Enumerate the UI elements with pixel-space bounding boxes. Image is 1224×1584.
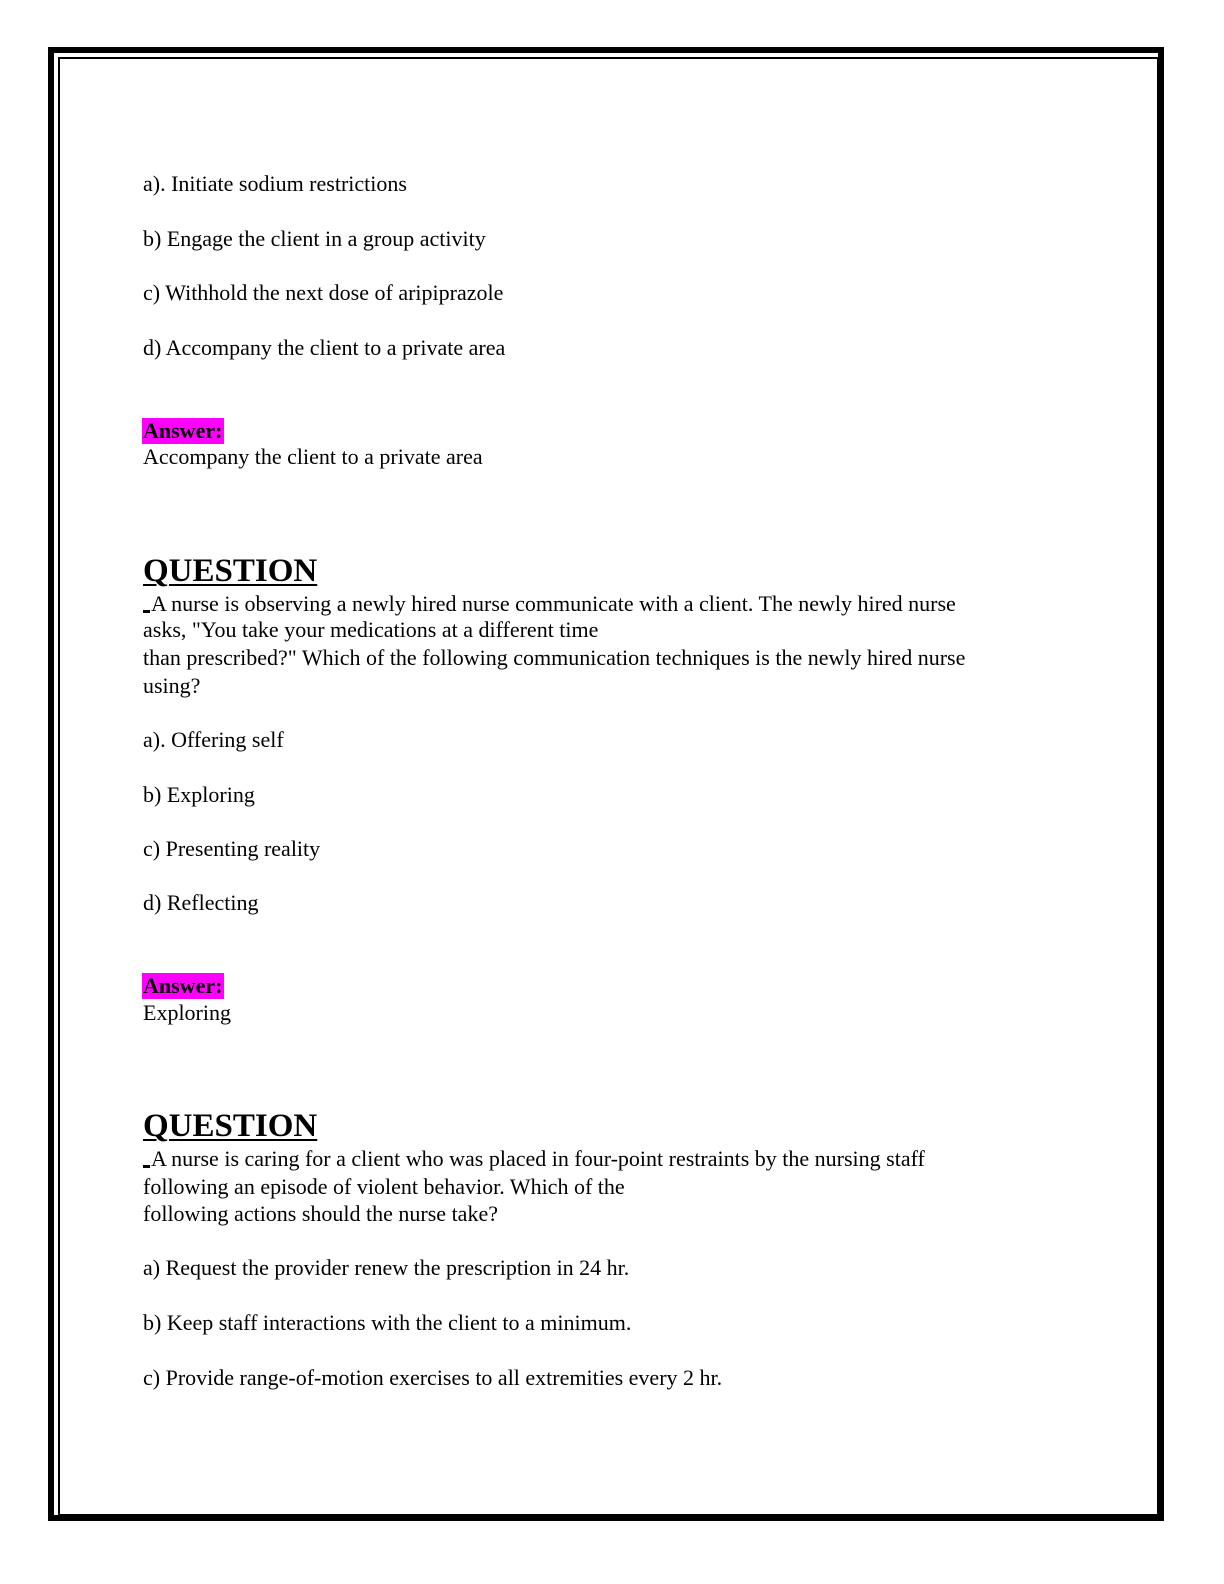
option-b: b) Engage the client in a group activity: [143, 226, 486, 251]
question-stem-text: A nurse is observing a newly hired nurse communicate with a client. The newly hired nurse: [151, 591, 956, 616]
question-heading: QUESTION: [143, 1108, 318, 1144]
option-d: d) Reflecting: [143, 890, 259, 915]
option-c: c) Provide range-of-motion exercises to all extremities every 2 hr.: [143, 1365, 723, 1390]
answer-label: Answer:: [143, 973, 223, 998]
question-stem-line: following actions should the nurse take?: [143, 1201, 498, 1226]
question-marker: [143, 1165, 150, 1168]
question-stem-line: than prescribed?" Which of the following communication techniques is the newly hired nurse: [143, 645, 966, 670]
answer-text: Accompany the client to a private area: [143, 444, 483, 469]
option-a: a). Initiate sodium restrictions: [143, 171, 407, 196]
option-b: b) Keep staff interactions with the client to a minimum.: [143, 1310, 632, 1335]
option-c: c) Presenting reality: [143, 836, 321, 861]
option-a: a). Offering self: [143, 727, 284, 752]
question-stem-line: [143, 1146, 925, 1172]
question-stem-line: asks, "You take your medications at a different time: [143, 617, 599, 642]
answer-label: Answer:: [143, 418, 223, 443]
option-c: c) Withhold the next dose of aripiprazole: [143, 280, 504, 305]
option-a: a) Request the provider renew the prescription in 24 hr.: [143, 1255, 630, 1280]
question-heading: QUESTION: [143, 553, 318, 589]
question-stem-text: A nurse is caring for a client who was placed in four-point restraints by the nursing staff: [151, 1146, 925, 1171]
option-d: d) Accompany the client to a private area: [143, 335, 506, 360]
option-b: b) Exploring: [143, 782, 255, 807]
question-stem-line: [143, 591, 956, 617]
question-marker: [143, 610, 150, 613]
question-stem-line: following an episode of violent behavior. Which of the: [143, 1174, 625, 1199]
answer-text: Exploring: [143, 1000, 231, 1025]
question-stem-line: using?: [143, 673, 201, 698]
